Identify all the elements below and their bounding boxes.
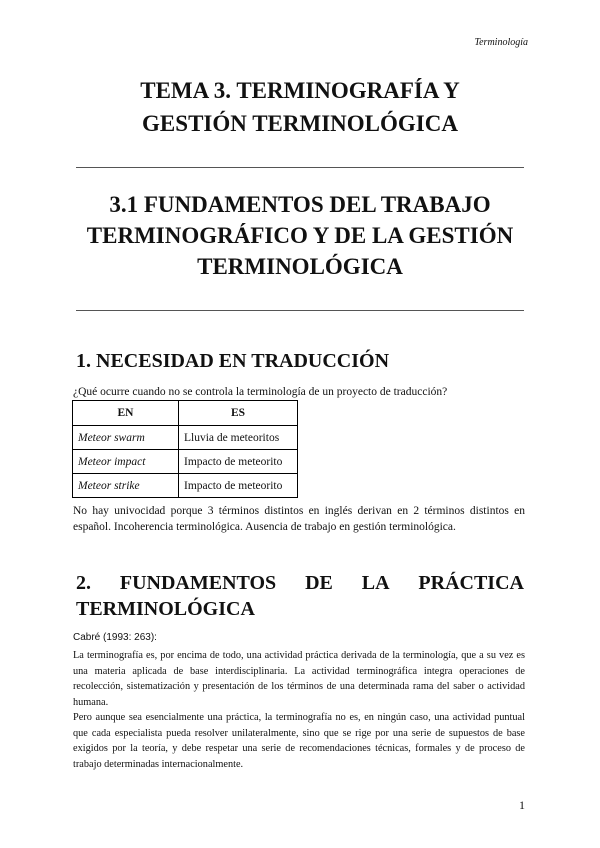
subtitle-line-3: TERMINOLÓGICA xyxy=(197,254,403,279)
heading-word: LA xyxy=(361,572,390,594)
heading-word: DE xyxy=(305,572,333,594)
table-row xyxy=(73,474,298,498)
term-en: Meteor impact xyxy=(73,450,179,474)
term-es: Impacto de meteorito xyxy=(179,474,298,498)
heading-word: PRÁCTICA xyxy=(418,572,524,594)
heading-word: 2. xyxy=(76,572,91,594)
section-2-heading-line-1 xyxy=(76,570,524,596)
section-1-question: ¿Qué ocurre cuando no se controla la terminología de un proyecto de traducción? xyxy=(73,386,448,398)
subtitle xyxy=(76,189,524,282)
subtitle-line-2: TERMINOGRÁFICO Y DE LA GESTIÓN xyxy=(86,223,514,248)
paragraph: Pero aunque sea esencialmente una práctica, la terminografía no es, en ningún caso, una actividad puntual que cada especialista pueda resolver unilateralmente, sino que se rige por una serie de supuestos de base exigidos por la teoría, y debe respetar una serie de recomendaciones técnicas, formales y de proceso de trabajo determinadas internacionalmente. xyxy=(73,712,525,770)
divider-top xyxy=(76,167,524,168)
paragraph: La terminografía es, por encima de todo, una actividad práctica derivada de la terminología, que a su vez es una materia aplicada de base interdisciplinaria. La actividad terminográfica integra operaciones de recolección, sistematización y presentación de los términos de una determinada rama del saber o actividad humana. xyxy=(73,650,525,708)
table-row xyxy=(73,450,298,474)
term-es: Impacto de meteorito xyxy=(179,450,298,474)
section-1-conclusion: No hay univocidad porque 3 términos distintos en inglés derivan en 2 términos distintos en español. Incoherencia terminológica. Ausencia de trabajo en gestión terminológica. xyxy=(73,505,525,533)
subtitle-line-1: 3.1 FUNDAMENTOS DEL TRABAJO xyxy=(109,192,491,217)
divider-bottom xyxy=(76,310,524,311)
table-header-row xyxy=(73,401,298,426)
section-2-heading-line-2: TERMINOLÓGICA xyxy=(76,598,255,620)
terms-table xyxy=(72,400,298,498)
section-1-heading: 1. NECESIDAD EN TRADUCCIÓN xyxy=(76,350,390,372)
section-2-heading xyxy=(76,570,524,622)
page-number: 1 xyxy=(519,798,525,812)
main-title-line-1: TEMA 3. TERMINOGRAFÍA Y xyxy=(140,78,460,103)
column-header-es: ES xyxy=(179,401,298,426)
term-en: Meteor strike xyxy=(73,474,179,498)
running-header: Terminología xyxy=(474,37,528,48)
citation: Cabré (1993: 263): xyxy=(73,632,157,643)
section-2-body xyxy=(73,648,525,772)
table-row xyxy=(73,426,298,450)
main-title xyxy=(76,74,524,140)
main-title-line-2: GESTIÓN TERMINOLÓGICA xyxy=(142,111,458,136)
column-header-en: EN xyxy=(73,401,179,426)
term-es: Lluvia de meteoritos xyxy=(179,426,298,450)
term-en: Meteor swarm xyxy=(73,426,179,450)
heading-word: FUNDAMENTOS xyxy=(119,572,277,594)
